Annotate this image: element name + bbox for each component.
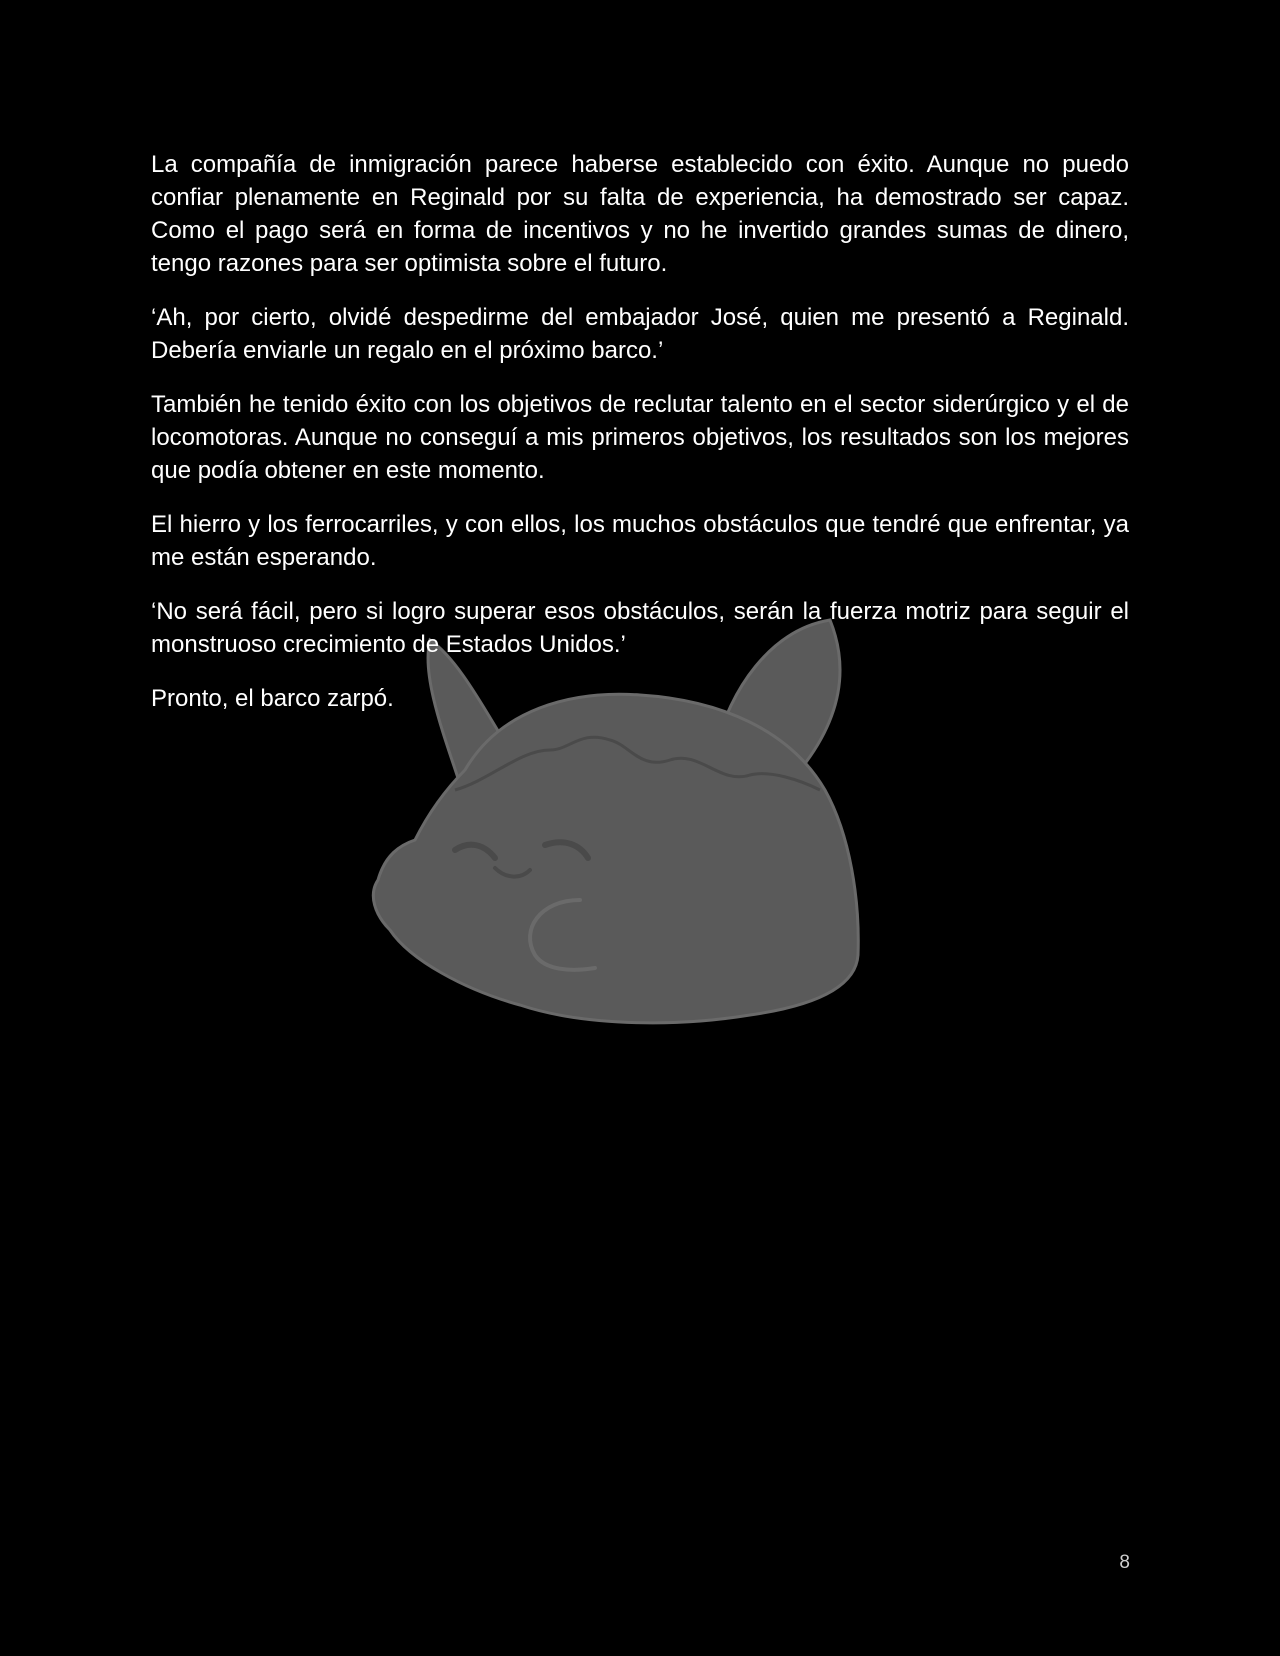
paragraph-6: Pronto, el barco zarpó. — [151, 685, 394, 712]
page-number: 8 — [1119, 1552, 1130, 1573]
paragraph-4: El hierro y los ferrocarriles, y con ellos, los muchos obstáculos que tendré que enfrentar, ya me están esperando. — [151, 511, 1129, 571]
paragraph-3: También he tenido éxito con los objetivos de reclutar talento en el sector siderúrgico y el de locomotoras. Aunque no conseguí a mis primeros objetivos, los resultados son los mejores que podía obtener en este momento. — [151, 391, 1129, 484]
paragraph-1: La compañía de inmigración parece haberse establecido con éxito. Aunque no puedo confiar plenamente en Reginald por su falta de experiencia, ha demostrado ser capaz. Como el pago será en forma de incentivos y no he invertido grandes sumas de dinero, tengo razones para ser optimista sobre el futuro. — [151, 151, 1129, 277]
paragraph-2: ‘Ah, por cierto, olvidé despedirme del embajador José, quien me presentó a Reginald. Debería enviarle un regalo en el próximo barco.’ — [151, 304, 1129, 364]
page-content — [151, 148, 1129, 736]
paragraph-5: ‘No será fácil, pero si logro superar esos obstáculos, serán la fuerza motriz para seguir el monstruoso crecimiento de Estados Unidos.’ — [151, 598, 1129, 658]
